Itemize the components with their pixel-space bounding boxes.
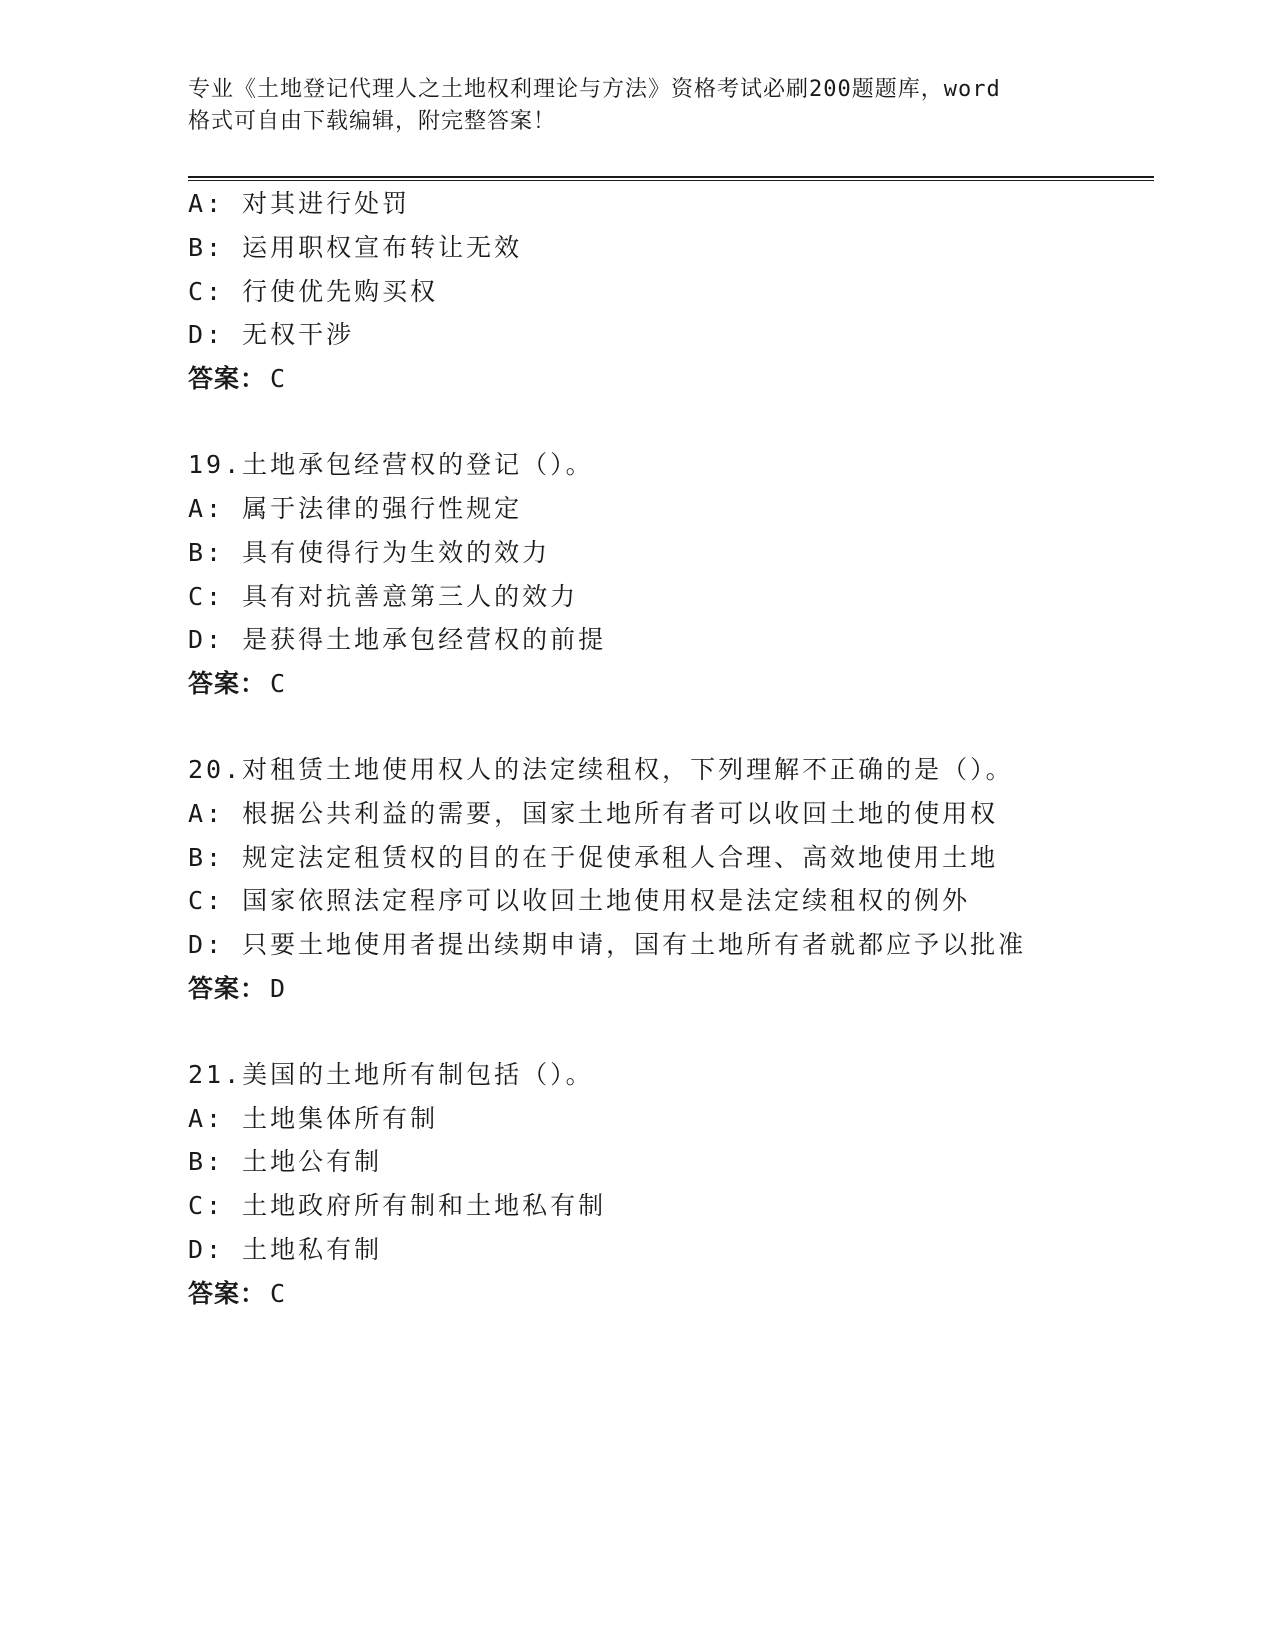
q21-answer-value: C (270, 1279, 289, 1308)
q20-question: 20.对租赁土地使用权人的法定续租权，下列理解不正确的是（）。 (188, 755, 1014, 784)
q20-answer-label: 答案： (188, 974, 267, 1003)
q21-option-d: D: 土地私有制 (188, 1235, 383, 1264)
q19-question: 19.土地承包经营权的登记（）。 (188, 450, 594, 479)
q20-option-d: D: 只要土地使用者提出续期申请，国有土地所有者就都应予以批准 (188, 930, 1027, 959)
q18-answer (188, 362, 288, 396)
q21-option-a: A: 土地集体所有制 (188, 1104, 439, 1133)
q18-option-c: C: 行使优先购买权 (188, 277, 439, 306)
q18-option-b: B: 运用职权宣布转让无效 (188, 233, 523, 262)
q21-option-c: C: 土地政府所有制和土地私有制 (188, 1191, 607, 1220)
q20-answer-value: D (270, 974, 289, 1003)
q21-question: 21.美国的土地所有制包括（）。 (188, 1060, 594, 1089)
q19-answer-label: 答案： (188, 669, 267, 698)
q19-option-b: B: 具有使得行为生效的效力 (188, 538, 551, 567)
q20-option-a: A: 根据公共利益的需要，国家土地所有者可以收回土地的使用权 (188, 799, 999, 828)
q21-answer-label: 答案： (188, 1279, 267, 1308)
header-line-1: 专业《土地登记代理人之土地权利理论与方法》资格考试必刷200题题库，word (188, 77, 1001, 102)
q18-option-a: A: 对其进行处罚 (188, 189, 411, 218)
document-header (188, 74, 1068, 138)
q18-answer-label: 答案： (188, 364, 267, 393)
q20-option-b: B: 规定法定租赁权的目的在于促使承租人合理、高效地使用土地 (188, 843, 999, 872)
q21-answer (188, 1277, 288, 1311)
q21-option-b: B: 土地公有制 (188, 1147, 383, 1176)
header-line-2: 格式可自由下载编辑，附完整答案！ (188, 109, 557, 134)
q20-option-c: C: 国家依照法定程序可以收回土地使用权是法定续租权的例外 (188, 886, 971, 915)
q18-answer-value: C (270, 364, 289, 393)
header-divider (188, 176, 1154, 181)
q19-answer-value: C (270, 669, 289, 698)
q19-option-a: A: 属于法律的强行性规定 (188, 494, 523, 523)
q19-option-d: D: 是获得土地承包经营权的前提 (188, 625, 607, 654)
q20-answer (188, 972, 288, 1006)
q19-option-c: C: 具有对抗善意第三人的效力 (188, 582, 579, 611)
q19-answer (188, 667, 288, 701)
q18-option-d: D: 无权干涉 (188, 320, 355, 349)
